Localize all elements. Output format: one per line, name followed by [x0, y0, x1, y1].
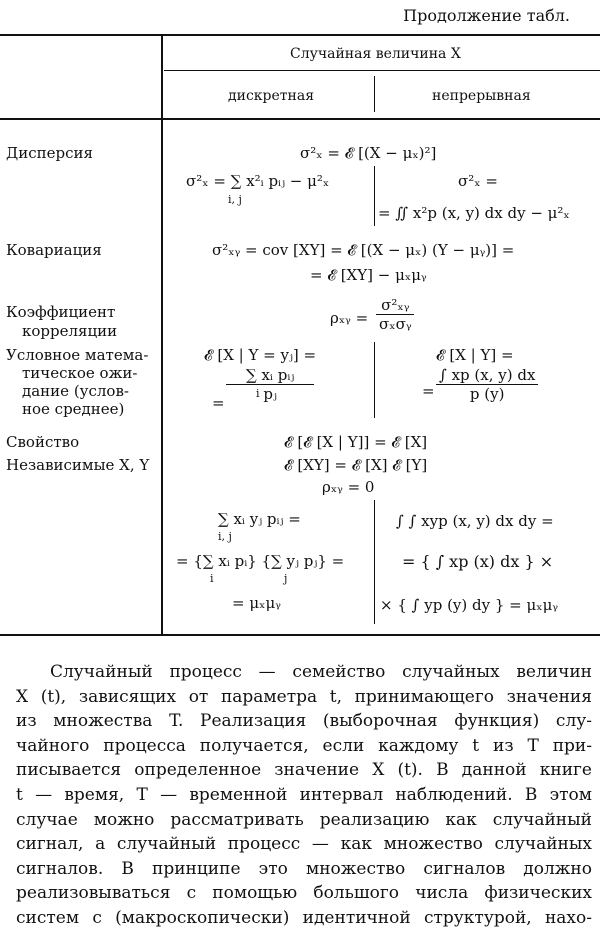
- table-top-rule: [0, 34, 600, 36]
- subheader-divider: [374, 76, 375, 112]
- body-paragraph: [16, 660, 592, 931]
- paragraph-line: писывается определенное значение X (t). В данной книге: [16, 760, 592, 781]
- paragraph-line: реализовываться с помощью большого числа физических: [16, 883, 592, 904]
- independent-discrete-line2-subscript-a: i: [210, 572, 214, 585]
- conditional-continuous-fraction: = $\frac{\int xp (x, y) dx}{p (y)}$: [422, 366, 538, 403]
- conditional-discrete-top: 𝓔 [X | Y = yⱼ] =: [204, 346, 317, 364]
- row-label-independent: Независимые X, Y: [6, 456, 150, 474]
- conditional-divider: [374, 342, 375, 418]
- conditional-discrete-numerator: ∑ xᵢ pᵢⱼ: [226, 366, 314, 385]
- row-label-property: Свойство: [6, 433, 80, 451]
- paragraph-line: случае можно рассматривать реализацию как случайный: [16, 809, 592, 830]
- row-label-conditional-2: тическое ожи-: [22, 364, 138, 382]
- variance-continuous-formula: = ∬ x²p (x, y) dx dy − μ²ₓ: [378, 204, 570, 222]
- row-label-conditional-3: дание (услов-: [22, 382, 129, 400]
- row-label-conditional-1: Условное матема-: [6, 346, 149, 364]
- independent-discrete-line2: = {∑ xᵢ pᵢ} {∑ yⱼ pⱼ} =: [176, 552, 345, 570]
- table-bottom-rule: [0, 634, 600, 636]
- row-label-correlation-2: корреляции: [22, 322, 118, 340]
- paragraph-line: систем с (макроскопически) идентичной структурой, нахо-: [16, 907, 592, 928]
- independent-formula-line2: ρₓᵧ = 0: [322, 478, 375, 496]
- independent-continuous-line1: ∫ ∫ xyp (x, y) dx dy =: [396, 512, 554, 530]
- covariance-formula-line1: σ²ₓᵧ = cov [XY] = 𝓔 [(X − μₓ) (Y − μᵧ)] =: [212, 241, 515, 259]
- variance-common-formula: σ²ₓ = 𝓔 [(X − μₓ)²]: [300, 144, 437, 162]
- property-formula: 𝓔 [𝓔 [X | Y]] = 𝓔 [X]: [284, 433, 428, 451]
- correlation-lhs: ρₓᵧ =: [330, 309, 369, 327]
- row-label-conditional-4: ное среднее): [22, 400, 125, 418]
- paragraph-line: X (t), зависящих от параметра t, принимающего значения: [16, 686, 592, 707]
- independent-continuous-line2: = { ∫ xp (x) dx } ×: [402, 552, 554, 571]
- table-continuation-label: Продолжение табл.: [403, 6, 570, 25]
- row-label-covariance: Ковариация: [6, 241, 102, 259]
- column-header-continuous: непрерывная: [432, 88, 531, 104]
- correlation-denominator: σₓσᵧ: [379, 315, 412, 333]
- variance-discrete-formula: σ²ₓ = ∑ x²ᵢ pᵢⱼ − μ²ₓ: [186, 172, 330, 190]
- independent-discrete-line1-subscript: i, j: [218, 530, 232, 543]
- column-header-discrete: дискретная: [228, 88, 315, 104]
- variance-divider: [374, 166, 375, 226]
- group-header-rule: [164, 70, 600, 71]
- conditional-discrete-denominator: pⱼ: [263, 385, 277, 403]
- correlation-numerator: σ²ₓᵧ: [376, 296, 414, 315]
- paragraph-line: сигналов. В принципе это множество сигналов должно: [16, 858, 592, 879]
- paragraph-line: t — время, T — временной интервал наблюдений. В этом: [16, 784, 592, 805]
- independent-divider: [374, 500, 375, 624]
- covariance-formula-line2: = 𝓔 [XY] − μₓμᵧ: [310, 266, 427, 284]
- paragraph-line: Случайный процесс — семейство случайных величин: [50, 662, 592, 682]
- paragraph-line: сигнал, а случайный процесс — как множество случайных: [16, 834, 592, 855]
- conditional-discrete-subscript: i: [256, 387, 260, 400]
- row-label-divider: [161, 34, 163, 635]
- independent-discrete-line1: ∑ xᵢ yⱼ pᵢⱼ =: [218, 510, 301, 528]
- independent-continuous-line3: × { ∫ yp (y) dy } = μₓμᵧ: [380, 596, 559, 614]
- subheader-rule: [0, 118, 600, 120]
- correlation-fraction: [376, 296, 414, 333]
- independent-formula-line1: 𝓔 [XY] = 𝓔 [X] 𝓔 [Y]: [284, 456, 428, 474]
- independent-discrete-line3: = μₓμᵧ: [232, 594, 281, 612]
- row-label-correlation-1: Коэффициент: [6, 303, 116, 321]
- paragraph-line: чайного процесса получается, если каждому t из T при-: [16, 735, 592, 756]
- conditional-continuous-numerator: ∫ xp (x, y) dx: [436, 366, 538, 385]
- column-group-header: Случайная величина X: [290, 46, 461, 62]
- independent-discrete-line2-subscript-b: j: [284, 572, 288, 585]
- conditional-discrete-fraction: = $\frac{\text{∑ xᵢ pᵢⱼ}}{\text{pⱼ}}$: [216, 366, 314, 403]
- row-label-variance: Дисперсия: [6, 144, 93, 162]
- paragraph-line: из множества T. Реализация (выборочная функция) слу-: [16, 711, 592, 732]
- variance-continuous-top: σ²ₓ =: [458, 172, 498, 190]
- variance-discrete-subscript: i, j: [228, 193, 242, 206]
- conditional-continuous-denominator: p (y): [469, 385, 505, 403]
- conditional-continuous-top: 𝓔 [X | Y] =: [436, 346, 514, 364]
